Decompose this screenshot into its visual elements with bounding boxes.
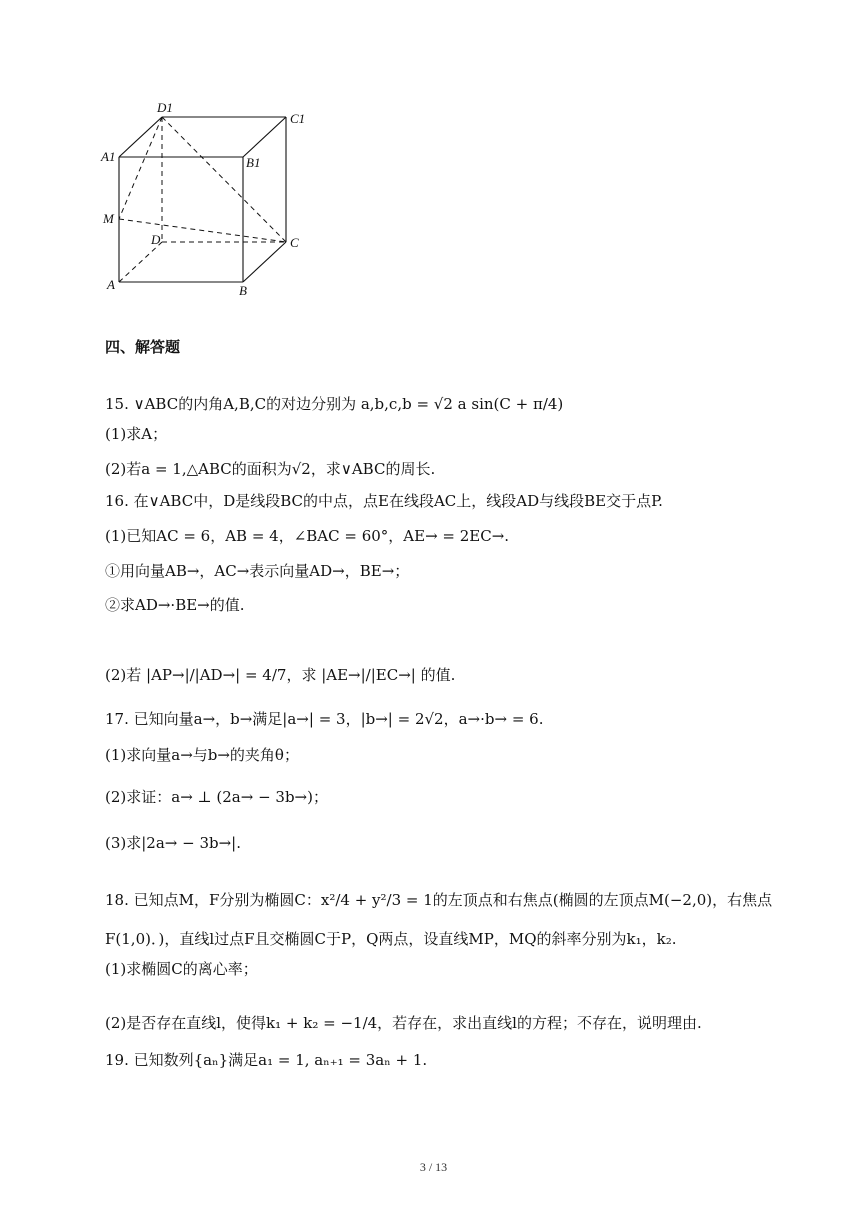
label-b1: B1 — [246, 155, 261, 170]
q18-part2: (2)是否存在直线l，使得k₁ + k₂ = −1/4，若存在，求出直线l的方程；不存在，说明理由. — [105, 1014, 702, 1032]
q17-stem: 17. 已知向量a→，b→满足|a→| = 3，|b→| = 2√2，a→·b→ = 6. — [105, 710, 544, 728]
label-d: D — [151, 232, 161, 247]
q16-part2: (2)若 |AP→|/|AD→| = 4/7，求 |AE→|/|EC→| 的值. — [105, 666, 456, 684]
q16-part1b: ②求AD→·BE→的值. — [105, 596, 245, 614]
q17-part2: (2)求证：a→ ⊥ (2a→ − 3b→)； — [105, 788, 328, 806]
section-title: 四、解答题 — [105, 338, 181, 356]
q18-part1: (1)求椭圆C的离心率； — [105, 960, 258, 978]
label-m: M — [103, 211, 114, 226]
page-number: 3 / 13 — [419, 1160, 448, 1174]
label-c1: C1 — [290, 111, 306, 126]
q18-stem: 18. 已知点M，F分别为椭圆C：x²/4 + y²/3 = 1的左顶点和右焦点(椭圆的左顶点M(−2,0)，右焦点 — [105, 891, 773, 909]
label-b: B — [239, 283, 247, 298]
q15-stem: 15. ∨ABC的内角A,B,C的对边分别为 a,b,c,b = √2 a sin(C + π/4) — [105, 395, 564, 413]
q15-part2: (2)若a = 1,△ABC的面积为√2，求∨ABC的周长. — [105, 460, 436, 478]
q15-part1: (1)求A； — [105, 425, 168, 443]
cube-figure — [95, 95, 325, 305]
q19-stem: 19. 已知数列{aₙ}满足a₁ = 1, aₙ₊₁ = 3aₙ + 1. — [105, 1051, 428, 1069]
q17-part1: (1)求向量a→与b→的夹角θ； — [105, 746, 299, 764]
label-c: C — [290, 235, 299, 250]
q18-stem-cont: F(1,0)．)，直线l过点F且交椭圆C于P，Q两点，设直线MP，MQ的斜率分别为k₁，k₂. — [105, 930, 677, 948]
label-d1: D1 — [157, 100, 173, 115]
q16-part1a: ①用向量AB→，AC→表示向量AD→，BE→； — [105, 562, 410, 580]
q16-stem: 16. 在∨ABC中，D是线段BC的中点，点E在线段AC上，线段AD与线段BE交于点P. — [105, 492, 663, 510]
q17-part3: (3)求|2a→ − 3b→|. — [105, 834, 241, 852]
cube-diagram — [95, 95, 325, 305]
label-a: A — [107, 277, 115, 292]
q16-part1: (1)已知AC = 6，AB = 4，∠BAC = 60°，AE→ = 2EC→. — [105, 527, 510, 545]
label-a1: A1 — [101, 149, 116, 164]
